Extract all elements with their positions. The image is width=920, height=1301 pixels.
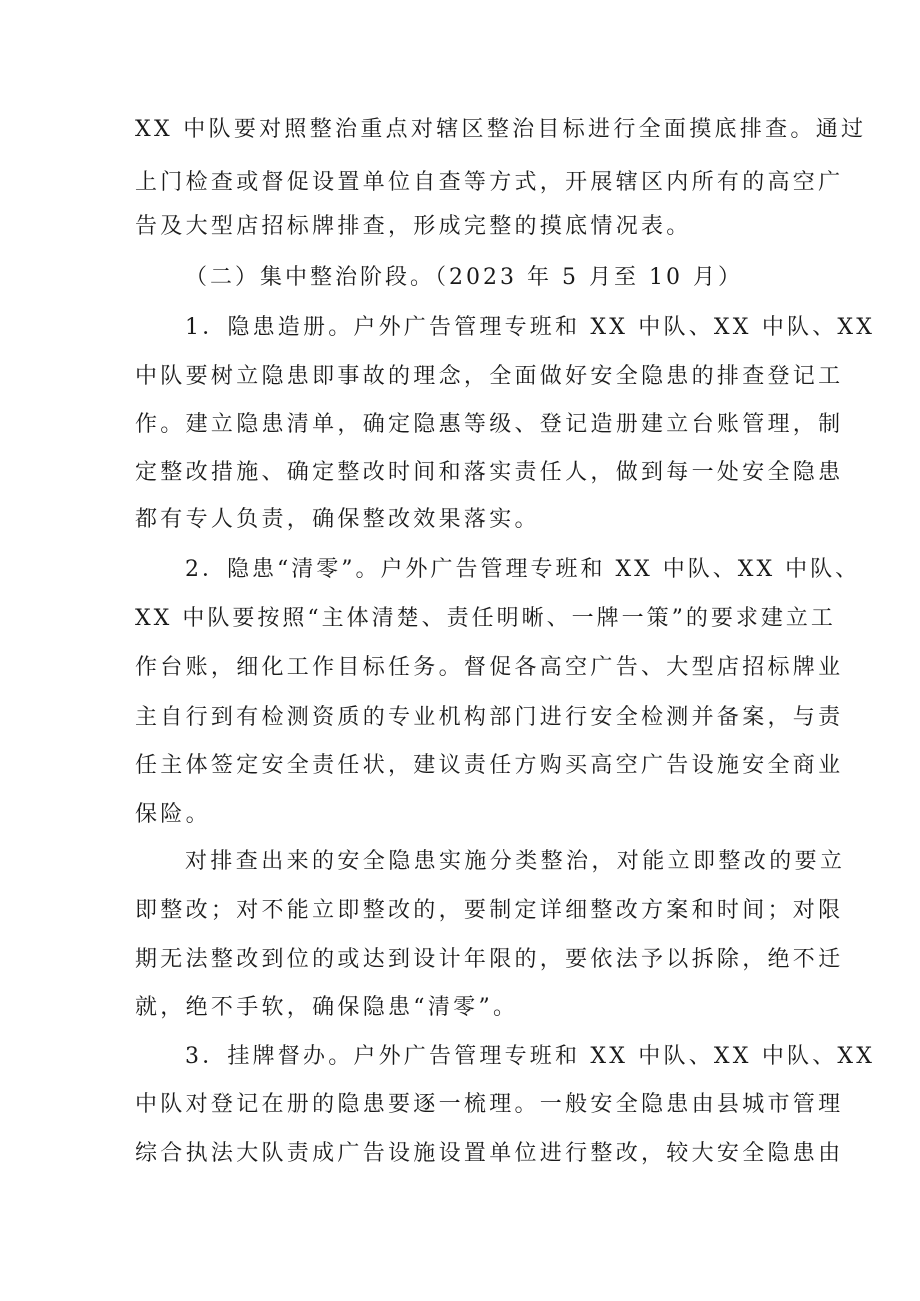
text-line: 定整改措施、确定整改时间和落实责任人，做到每一处安全隐患 [135,460,844,485]
text-line: 就，绝不手软，确保隐患“清零”。 [135,995,519,1020]
text-line: 期无法整改到位的或达到设计年限的，要依法予以拆除，绝不迁 [135,947,844,972]
section-heading: （二）集中整治阶段。（2023 年 5 月至 10 月） [185,265,743,290]
text-line: 上门检查或督促设置单位自查等方式，开展辖区内所有的高空广 [135,170,844,195]
text-line: 都有专人负责，确保整改效果落实。 [135,507,540,532]
text-line: 综合执法大队责成广告设施设置单位进行整改，较大安全隐患由 [135,1141,844,1166]
text-line: 对排查出来的安全隐患实施分类整治，对能立即整改的要立 [185,849,846,874]
text-line: 中队要树立隐患即事故的理念，全面做好安全隐患的排查登记工 [135,364,844,389]
text-line: 告及大型店招标牌排查，形成完整的摸底情况表。 [135,214,692,239]
text-line: XX 中队要按照“主体清楚、责任明晰、一牌一策”的要求建立工 [135,606,836,631]
text-line: 作。建立隐患清单，确定隐惠等级、登记造册建立台账管理，制 [135,412,844,437]
text-line: 任主体签定安全责任状，建议责任方购买高空广告设施安全商业 [135,753,844,778]
text-line: 保险。 [135,802,211,827]
text-line: 3．挂牌督办。户外广告管理专班和 XX 中队、XX 中队、XX [185,1044,876,1069]
text-line: 作台账，细化工作目标任务。督促各高空广告、大型店招标牌业 [135,655,844,680]
text-line: 中队对登记在册的隐患要逐一梳理。一般安全隐患由县城市管理 [135,1092,844,1117]
text-line: XX 中队要对照整治重点对辖区整治目标进行全面摸底排查。通过 [135,117,867,142]
text-line: 即整改；对不能立即整改的，要制定详细整改方案和时间；对限 [135,898,844,923]
text-line: 主自行到有检测资质的专业机构部门进行安全检测并备案，与责 [135,705,844,730]
text-line: 1．隐患造册。户外广告管理专班和 XX 中队、XX 中队、XX [185,315,876,340]
text-line: 2．隐患“清零”。户外广告管理专班和 XX 中队、XX 中队、 [185,557,861,582]
